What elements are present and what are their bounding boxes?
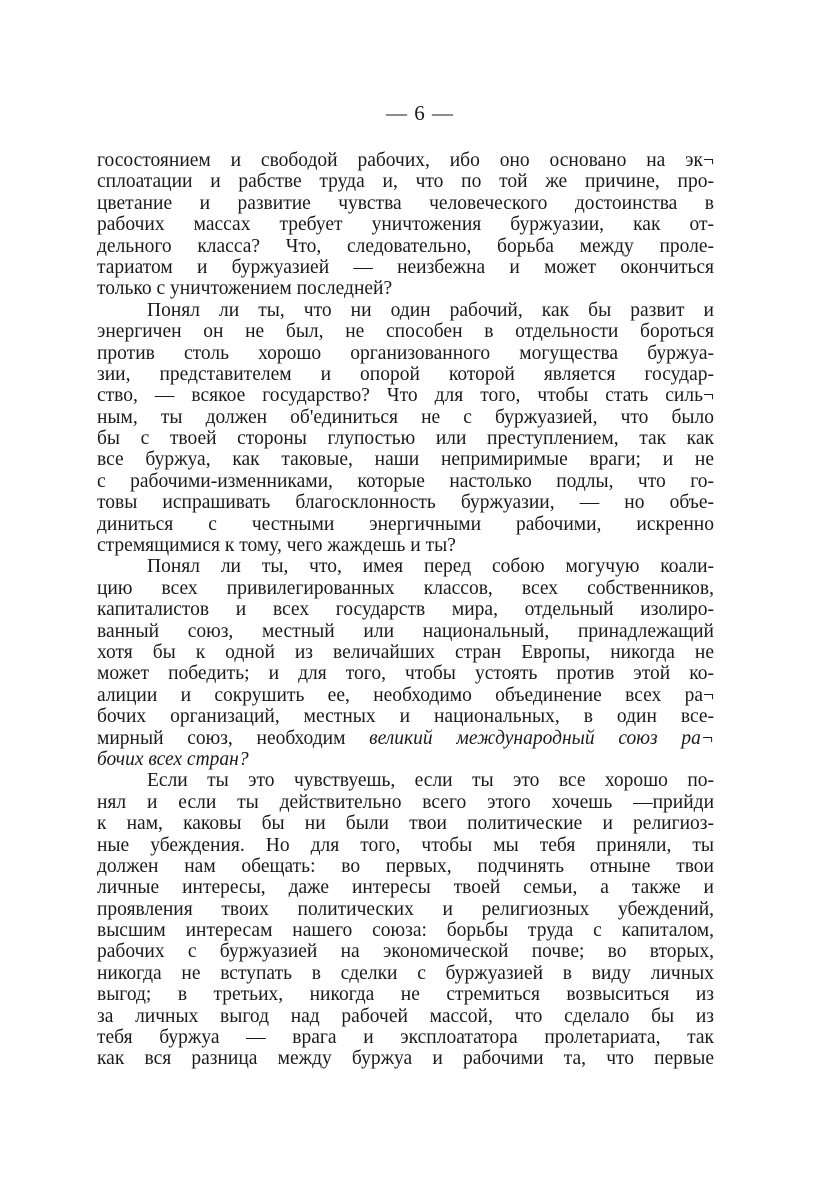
text-line [97,193,714,214]
text-line-content: никогда не вступать в сделки с буржуазией в виду личных [97,962,714,984]
text-line-content: к нам, каковы бы ни были твои политические и религиоз- [97,813,714,835]
text-line-content: как вся разница между буржуа и рабочими та, что первые [97,1048,714,1070]
text-line-content: алиции и сокрушить ее, необходимо объединение всех ра¬ [97,684,714,706]
text-line [97,792,714,813]
text-line-content: цветание и развитие чувства человеческого достоинства в [97,192,714,214]
text-line [97,877,714,898]
text-line [97,578,714,599]
text-line [97,407,714,428]
text-line-content: капиталистов и всех государств мира, отдельный изолиро- [97,599,714,621]
text-line [97,257,714,278]
text-line-content: проявления твоих политических и религиозных убеждений, [97,898,714,920]
text-line [97,899,714,920]
text-line-content: все буржуа, как таковые, наши непримиримые враги; и не [97,449,714,471]
text-line [97,385,714,406]
text-line-content: хотя бы к одной из величайших стран Европы, никогда не [97,641,714,663]
text-line-content: ство, — всякое государство? Что для того, чтобы стать силь¬ [97,385,714,407]
text-line [97,236,714,257]
text-line-content: сплоатации и рабстве труда и, что по той же причине, про- [97,171,714,193]
text-line-content: с рабочими-изменниками, которые настолько подлы, что го- [97,470,714,492]
text-line-content: бочих организаций, местных и национальных, в один все- [97,706,714,728]
body-text [97,150,714,1070]
text-line-content: госостоянием и свободой рабочих, ибо оно основано на эк¬ [97,150,714,171]
text-line-content: ванный союз, местный или национальный, принадлежащий [97,620,714,642]
text-line [97,150,714,171]
emphasis-text: бочих всех стран? [97,748,249,770]
text-line-content: высшим интересам нашего союза: борьбы труда с капиталом, [97,920,714,942]
text-line-content: бы с твоей стороны глупостью или преступлением, так как [97,428,714,450]
text-line [97,749,714,770]
text-line [97,1027,714,1048]
text-line-content: зии, представителем и опорой которой является государ- [97,363,714,385]
text-line [97,728,714,749]
text-line [97,963,714,984]
text-line [97,300,714,321]
text-line-content: только с уничтожением последней? [97,278,393,300]
text-line [97,278,714,299]
text-line [97,813,714,834]
text-line-content: выгод; в третьих, никогда не стремиться возвыситься из [97,984,714,1006]
text-line [97,856,714,877]
text-line [97,599,714,620]
text-line-content: тебя буржуа — врага и эксплоататора пролетариата, так [97,1027,714,1049]
text-line [97,214,714,235]
text-line [97,835,714,856]
text-line-content: личные интересы, даже интересы твоей семьи, а также и [97,877,714,899]
text-line [97,770,714,791]
text-line-content: за личных выгод над рабочей массой, что сделало бы из [97,1005,714,1027]
text-line-content: нял и если ты действительно всего этого хочешь —прийди [97,791,714,813]
text-line [97,535,714,556]
text-line-content: может победить; и для того, чтобы устоять против этой ко- [97,663,714,685]
text-line-content: Понял ли ты, что ни один рабочий, как бы развит и [147,299,714,321]
text-line [97,1006,714,1027]
text-line [97,321,714,342]
text-line [97,685,714,706]
text-line-content: Понял ли ты, что, имея перед собою могучую коали- [147,556,714,578]
text-line-content: цию всех привилегированных классов, всех собственников, [97,577,714,599]
text-line [97,364,714,385]
text-line-content: товы испрашивать благосклонность буржуазии, — но объе- [97,492,714,514]
text-line-content: диниться с честными энергичными рабочими, искренно [97,513,714,535]
text-line-content: ные убеждения. Но для того, чтобы мы тебя приняли, ты [97,834,714,856]
text-line-content: Если ты это чувствуешь, если ты это все хорошо по- [147,770,714,792]
text-line [97,663,714,684]
text-line [97,621,714,642]
text-line [97,514,714,535]
page-number: — 6 — [386,101,454,125]
text-line-content: рабочих с буржуазией на экономической почве; во вторых, [97,941,714,963]
text-line-content: рабочих массах требует уничтожения буржуазии, как от- [97,214,714,236]
text-line-content: мирный союз, необходим [97,727,346,749]
text-line [97,984,714,1005]
text-line [97,449,714,470]
text-line-content: дельного класса? Что, следовательно, борьба между проле- [97,235,714,257]
text-line-content: тариатом и буржуазией — неизбежна и может окончиться [97,256,714,278]
text-line [97,171,714,192]
text-line-content: должен нам обещать: во первых, подчинять отныне твои [97,855,714,877]
text-line [97,471,714,492]
text-line [97,556,714,577]
text-line [97,492,714,513]
text-line-content: стремящимися к тому, чего жаждешь и ты? [97,535,456,557]
text-line [97,941,714,962]
text-line [97,428,714,449]
text-line-content: энергичен он не был, не способен в отдельности бороться [97,321,714,343]
text-line [97,706,714,727]
text-line [97,343,714,364]
text-line [97,642,714,663]
emphasis-text: великий международный союз ра¬ [369,727,714,749]
text-line-content: ным, ты должен об'единиться не с буржуазией, что было [97,406,714,428]
text-line [97,920,714,941]
text-line-content: против столь хорошо организованного могущества буржуа- [97,342,714,364]
text-line [97,1048,714,1069]
